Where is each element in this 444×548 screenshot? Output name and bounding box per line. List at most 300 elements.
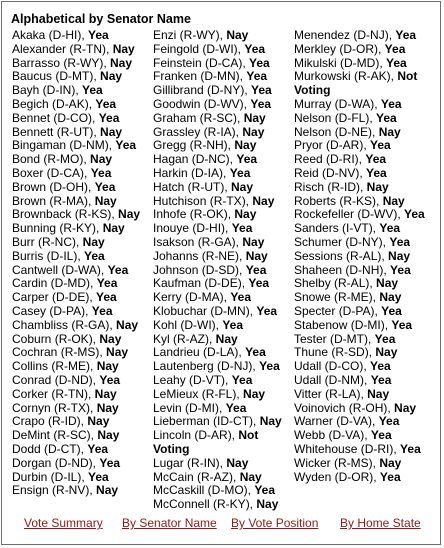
vote-value: Yea: [254, 483, 276, 498]
vote-value: Yea: [400, 441, 421, 456]
senator-name: Bennet (D-CO),: [12, 110, 96, 125]
senator-name: Gregg (R-NH),: [153, 138, 232, 153]
senator-vote-record: [153, 305, 291, 319]
vote-value: Yea: [88, 469, 109, 484]
senator-vote-record: [294, 305, 436, 319]
vote-value: Nay: [242, 234, 265, 249]
vote-value: Yea: [256, 303, 278, 318]
vote-value: Yea: [245, 345, 266, 360]
senator-vote-record: [153, 112, 291, 126]
senator-name: Akaka (D-HI),: [12, 28, 85, 42]
senator-vote-record: [294, 208, 436, 222]
senator-name: McCain (R-AZ),: [153, 469, 237, 484]
senator-vote-record: [294, 415, 436, 429]
senator-vote-record: [294, 319, 436, 333]
vote-value: Nay: [394, 400, 417, 415]
vote-value: Nay: [110, 55, 133, 70]
senator-vote-record: [12, 222, 148, 236]
senator-vote-record: [294, 236, 436, 250]
vote-value: Yea: [370, 428, 392, 443]
vote-value: Yea: [245, 262, 267, 277]
senator-name: Johnson (D-SD),: [153, 262, 243, 277]
senator-name: Leahy (D-VT),: [153, 372, 229, 387]
senator-name: Risch (R-ID),: [294, 179, 364, 194]
senator-name: Brown (R-MA),: [12, 193, 92, 208]
senator-name: Nelson (D-FL),: [294, 110, 373, 125]
senator-name: Baucus (D-MT),: [12, 69, 97, 84]
vote-value: Yea: [91, 303, 113, 318]
senator-name: Wyden (D-OR),: [294, 469, 377, 484]
senator-name: Klobuchar (D-MN),: [153, 303, 254, 318]
senator-vote-record: [294, 374, 436, 388]
senator-vote-record: [294, 222, 436, 236]
senator-vote-record: [294, 360, 436, 374]
senator-vote-record: [153, 195, 291, 209]
senator-vote-record: [294, 471, 436, 485]
senator-vote-record: [294, 139, 436, 153]
senator-name: Burr (R-NC),: [12, 234, 80, 249]
senator-name: Tester (D-MT),: [294, 331, 372, 346]
senator-name: Harkin (D-IA),: [153, 165, 227, 180]
senator-vote-record: [153, 457, 291, 471]
senator-name: Cornyn (R-TX),: [12, 400, 94, 415]
vote-value: Nay: [256, 497, 279, 512]
vote-value: Nay: [96, 483, 119, 498]
senator-name: LeMieux (R-FL),: [153, 386, 240, 401]
senator-vote-record: [12, 139, 148, 153]
senator-name: Feinstein (D-CA),: [153, 55, 246, 70]
by-senator-name-link[interactable]: By Senator Name: [122, 516, 217, 530]
vote-value: Yea: [98, 110, 120, 125]
senator-vote-record: [153, 139, 291, 153]
vote-value: Nay: [382, 193, 405, 208]
senator-vote-record: [294, 346, 436, 360]
senator-name: Merkley (D-OR),: [294, 41, 382, 56]
senator-vote-record: [294, 195, 436, 209]
senator-name: Cantwell (D-WA),: [12, 262, 105, 277]
vote-value: Yea: [88, 28, 109, 42]
senator-name: Sessions (R-AL),: [294, 248, 385, 263]
vote-value: Yea: [115, 138, 137, 153]
senator-name: DeMint (R-SC),: [12, 428, 95, 443]
senator-name: Lugar (R-IN),: [153, 455, 224, 470]
senator-vote-record: [294, 402, 436, 416]
senator-name: Lieberman (ID-CT),: [153, 414, 257, 429]
senator-name: Snowe (R-ME),: [294, 290, 377, 305]
vote-value: Nay: [106, 345, 129, 360]
vote-value: Nay: [234, 138, 257, 153]
senator-vote-record: [153, 471, 291, 485]
vote-value: Yea: [96, 290, 117, 305]
senator-name: Kaufman (D-DE),: [153, 276, 246, 291]
vote-value: Yea: [222, 317, 244, 332]
vote-value: Nay: [367, 386, 390, 401]
senator-vote-record: [12, 402, 148, 416]
vote-value: Nay: [379, 290, 402, 305]
senator-vote-record: [153, 360, 291, 374]
senator-name: Boxer (D-CA),: [12, 165, 88, 180]
senator-name: Alexander (R-TN),: [12, 41, 110, 56]
senator-vote-record: [153, 70, 291, 84]
senator-name: Crapo (R-ID),: [12, 414, 85, 429]
vote-value: Yea: [99, 455, 121, 470]
senator-name: Rockefeller (D-WV),: [294, 207, 401, 222]
vote-value: Yea: [225, 400, 247, 415]
senator-vote-record: [294, 277, 436, 291]
senator-name: Hutchison (R-TX),: [153, 193, 250, 208]
footer-nav: [2, 516, 442, 532]
senator-vote-record: [153, 167, 291, 181]
by-vote-position-link[interactable]: By Vote Position: [231, 516, 319, 530]
senator-name: Bingaman (D-NM),: [12, 138, 113, 153]
senator-name: Isakson (R-GA),: [153, 234, 240, 249]
senator-vote-record: [12, 84, 148, 98]
senator-name: Mikulski (D-MD),: [294, 55, 383, 70]
vote-value: Yea: [99, 372, 121, 387]
vote-value: Nay: [87, 414, 110, 429]
senator-vote-record: [12, 167, 148, 181]
senator-name: Sanders (I-VT),: [294, 221, 377, 236]
vote-value: Nay: [90, 152, 113, 167]
senator-vote-record: [294, 264, 436, 278]
vote-value: Not Voting: [294, 69, 418, 98]
senator-vote-record: [12, 208, 148, 222]
vote-list-panel: [1, 1, 441, 545]
vote-value: Nay: [99, 331, 122, 346]
vote-value: Yea: [94, 179, 116, 194]
vote-value: Nay: [234, 207, 257, 222]
vote-value: Nay: [100, 69, 123, 84]
senator-vote-record: [294, 70, 436, 98]
senator-name: Vitter (R-LA),: [294, 386, 364, 401]
senator-name: Warner (D-VA),: [294, 414, 376, 429]
senator-vote-record: [12, 43, 148, 57]
vote-value: Nay: [242, 124, 265, 139]
vote-summary-link[interactable]: Vote Summary: [24, 516, 103, 530]
vote-value: Yea: [391, 317, 413, 332]
senator-vote-record: [12, 277, 148, 291]
senator-vote-record: [153, 402, 291, 416]
senator-vote-record: [12, 57, 148, 71]
vote-value: Yea: [384, 41, 406, 56]
vote-value: Yea: [380, 96, 402, 111]
vote-value: Yea: [84, 248, 105, 263]
vote-value: Nay: [245, 248, 268, 263]
senator-vote-record: [294, 167, 436, 181]
senator-vote-record: [294, 153, 436, 167]
senator-vote-record: [12, 70, 148, 84]
senator-vote-record: [12, 429, 148, 443]
senator-vote-record: [153, 208, 291, 222]
senator-name: Nelson (D-NE),: [294, 124, 376, 139]
senator-vote-record: [12, 388, 148, 402]
senator-vote-record: [294, 43, 436, 57]
vote-value: Nay: [94, 386, 117, 401]
vote-value: Yea: [365, 152, 387, 167]
senator-vote-record: [12, 415, 148, 429]
senator-vote-record: [153, 277, 291, 291]
senator-name: Landrieu (D-LA),: [153, 345, 242, 360]
senator-vote-record: [294, 443, 436, 457]
senator-vote-record: [153, 498, 291, 512]
vote-value: Nay: [112, 41, 135, 56]
senator-vote-record: [153, 98, 291, 112]
senator-vote-record: [153, 319, 291, 333]
senator-vote-record: [12, 457, 148, 471]
senator-vote-record: [153, 236, 291, 250]
senator-name: Cochran (R-MS),: [12, 345, 103, 360]
senator-vote-record: [294, 388, 436, 402]
senator-name: Brown (D-OH),: [12, 179, 92, 194]
senator-vote-record: [153, 126, 291, 140]
vote-value: Yea: [231, 221, 253, 236]
senator-name: Bunning (R-KY),: [12, 221, 100, 236]
vote-value: Yea: [107, 262, 129, 277]
senator-vote-record: [153, 222, 291, 236]
vote-value: Yea: [251, 83, 272, 98]
vote-value: Nay: [94, 193, 117, 208]
vote-value: Yea: [370, 138, 391, 153]
senator-name: Ensign (R-NV),: [12, 483, 93, 498]
senator-name: McConnell (R-KY),: [153, 497, 254, 512]
senator-vote-record: [12, 181, 148, 195]
senator-vote-record: [153, 84, 291, 98]
senator-vote-record: [153, 264, 291, 278]
vote-value: Yea: [229, 165, 251, 180]
senator-vote-record: [153, 57, 291, 71]
senator-name: Goodwin (D-WV),: [153, 96, 248, 111]
senator-vote-record: [12, 153, 148, 167]
senator-name: Shaheen (D-NH),: [294, 262, 387, 277]
senator-name: Bayh (D-IN),: [12, 83, 79, 98]
senator-name: Barrasso (R-WY),: [12, 55, 107, 70]
senator-name: Inouye (D-HI),: [153, 221, 229, 236]
senator-name: Kohl (D-WI),: [153, 317, 219, 332]
senator-vote-record: [12, 333, 148, 347]
senator-name: Levin (D-MI),: [153, 400, 223, 415]
senator-vote-record: [12, 236, 148, 250]
senator-name: Dodd (D-CT),: [12, 441, 85, 456]
senator-name: Thune (R-SD),: [294, 345, 373, 360]
senator-name: Kyl (R-AZ),: [153, 331, 213, 346]
senator-name: Feingold (D-WI),: [153, 41, 242, 56]
vote-value: Yea: [246, 69, 268, 84]
vote-value: Yea: [378, 414, 400, 429]
vote-value: Yea: [370, 372, 392, 387]
senator-name: Udall (D-NM),: [294, 372, 368, 387]
senator-name: Enzi (R-WY),: [153, 28, 223, 42]
senator-vote-record: [153, 43, 291, 57]
senator-name: Brownback (R-KS),: [12, 207, 115, 222]
vote-value: Nay: [226, 455, 249, 470]
senator-vote-record: [153, 484, 291, 498]
senator-name: Cardin (D-MD),: [12, 276, 94, 291]
vote-value: Yea: [395, 28, 417, 42]
senator-name: Stabenow (D-MI),: [294, 317, 389, 332]
senator-name: Webb (D-VA),: [294, 428, 368, 443]
vote-value: Yea: [381, 303, 402, 318]
vote-value: Yea: [379, 221, 401, 236]
senator-vote-record: [294, 333, 436, 347]
senator-vote-record: [12, 195, 148, 209]
senator-name: McCaskill (D-MO),: [153, 483, 251, 498]
senator-name: Hagan (D-NC),: [153, 152, 234, 167]
senator-vote-record: [294, 29, 436, 43]
vote-value: Nay: [388, 248, 411, 263]
senator-vote-record: [153, 29, 291, 43]
vote-value: Yea: [249, 55, 270, 70]
senator-vote-record: [294, 98, 436, 112]
vote-value: Nay: [243, 386, 266, 401]
senator-vote-record: [12, 264, 148, 278]
senator-name: Bennett (R-UT),: [12, 124, 97, 139]
senator-vote-record: [153, 333, 291, 347]
senator-name: Burris (D-IL),: [12, 248, 81, 263]
senator-vote-record: [294, 429, 436, 443]
senator-vote-record: [153, 374, 291, 388]
senator-name: Coburn (R-OK),: [12, 331, 97, 346]
senator-vote-record: [12, 360, 148, 374]
senator-name: Corker (R-TN),: [12, 386, 92, 401]
senator-vote-record: [153, 346, 291, 360]
senator-name: Murkowski (R-AK),: [294, 69, 395, 84]
senator-vote-record: [12, 484, 148, 498]
vote-value: Nay: [378, 124, 401, 139]
senator-name: Pryor (D-AR),: [294, 138, 367, 153]
senator-name: Udall (D-CO),: [294, 359, 367, 374]
vote-value: Yea: [90, 165, 112, 180]
senator-name: Reed (D-RI),: [294, 152, 363, 167]
senator-vote-record: [12, 250, 148, 264]
senator-vote-record: [153, 291, 291, 305]
senator-column-2: [153, 29, 291, 512]
vote-value: Nay: [259, 414, 282, 429]
vote-value: Nay: [379, 455, 402, 470]
vote-value: Yea: [404, 207, 425, 222]
vote-value: Nay: [118, 207, 141, 222]
senator-name: Wicker (R-MS),: [294, 455, 376, 470]
vote-value: Yea: [390, 262, 411, 277]
senator-vote-record: [153, 250, 291, 264]
senator-name: Durbin (D-IL),: [12, 469, 85, 484]
vote-value: Nay: [116, 317, 139, 332]
senator-vote-record: [294, 112, 436, 126]
vote-value: Nay: [100, 124, 123, 139]
vote-value: Nay: [96, 400, 119, 415]
senator-name: Lincoln (D-AR),: [153, 428, 236, 443]
senator-vote-record: [294, 457, 436, 471]
senator-name: Specter (D-PA),: [294, 303, 378, 318]
senator-name: Hatch (R-UT),: [153, 179, 228, 194]
senator-vote-record: [12, 126, 148, 140]
vote-value: Not Voting: [153, 428, 259, 456]
list-heading: Alphabetical by Senator Name: [11, 12, 191, 26]
vote-value: Nay: [102, 221, 125, 236]
senator-name: Casey (D-PA),: [12, 303, 89, 318]
senator-name: Voinovich (R-OH),: [294, 400, 391, 415]
senator-name: Begich (D-AK),: [12, 96, 93, 111]
senator-name: Lautenberg (D-NJ),: [153, 359, 256, 374]
senator-name: Whitehouse (D-RI),: [294, 441, 397, 456]
senator-vote-record: [294, 181, 436, 195]
senator-vote-record: [294, 57, 436, 71]
vote-value: Yea: [95, 96, 117, 111]
senator-name: Gillibrand (D-NY),: [153, 83, 248, 98]
senator-name: Murray (D-WA),: [294, 96, 378, 111]
senator-vote-record: [153, 429, 291, 457]
senator-column-3: [294, 29, 436, 484]
senator-vote-record: [12, 29, 148, 43]
senator-vote-record: [12, 291, 148, 305]
vote-value: Yea: [82, 83, 103, 98]
vote-value: Nay: [243, 110, 266, 125]
vote-value: Yea: [376, 110, 397, 125]
vote-value: Yea: [370, 359, 391, 374]
vote-value: Yea: [87, 441, 109, 456]
vote-value: Yea: [389, 234, 411, 249]
senator-name: Collins (R-ME),: [12, 359, 94, 374]
senator-vote-record: [153, 415, 291, 429]
vote-value: Yea: [96, 276, 118, 291]
senator-vote-record: [153, 388, 291, 402]
senator-vote-record: [12, 112, 148, 126]
senator-name: Inhofe (R-OK),: [153, 207, 232, 222]
senator-name: Reid (D-NV),: [294, 165, 363, 180]
vote-value: Yea: [259, 359, 280, 374]
senator-vote-record: [12, 346, 148, 360]
senator-vote-record: [12, 98, 148, 112]
vote-value: Nay: [226, 28, 249, 42]
senator-name: Grassley (R-IA),: [153, 124, 240, 139]
senator-column-1: [12, 29, 148, 498]
vote-value: Yea: [231, 372, 253, 387]
vote-value: Yea: [386, 55, 407, 70]
senator-vote-record: [153, 181, 291, 195]
by-home-state-link[interactable]: By Home State: [340, 516, 421, 530]
senator-vote-record: [294, 250, 436, 264]
vote-value: Nay: [239, 469, 262, 484]
vote-value: Nay: [231, 179, 254, 194]
senator-name: Menendez (D-NJ),: [294, 28, 393, 42]
vote-value: Nay: [252, 193, 275, 208]
vote-value: Yea: [366, 165, 387, 180]
senator-name: Conrad (D-ND),: [12, 372, 97, 387]
senator-name: Dorgan (D-ND),: [12, 455, 97, 470]
senator-vote-record: [12, 374, 148, 388]
vote-value: Nay: [96, 359, 119, 374]
senator-name: Chambliss (R-GA),: [12, 317, 113, 332]
vote-value: Nay: [366, 179, 389, 194]
senator-name: Schumer (D-NY),: [294, 234, 387, 249]
vote-value: Yea: [248, 276, 270, 291]
vote-value: Yea: [244, 41, 266, 56]
vote-value: Yea: [379, 469, 401, 484]
vote-value: Yea: [230, 290, 252, 305]
senator-vote-record: [12, 471, 148, 485]
senator-vote-record: [153, 153, 291, 167]
senator-name: Carper (D-DE),: [12, 290, 93, 305]
vote-value: Nay: [376, 276, 399, 291]
senator-name: Graham (R-SC),: [153, 110, 241, 125]
vote-value: Nay: [215, 331, 238, 346]
senator-vote-record: [12, 319, 148, 333]
senator-vote-record: [12, 305, 148, 319]
vote-value: Yea: [236, 152, 258, 167]
senator-name: Johanns (R-NE),: [153, 248, 243, 263]
senator-name: Kerry (D-MA),: [153, 290, 227, 305]
senator-name: Bond (R-MO),: [12, 152, 87, 167]
senator-name: Shelby (R-AL),: [294, 276, 373, 291]
